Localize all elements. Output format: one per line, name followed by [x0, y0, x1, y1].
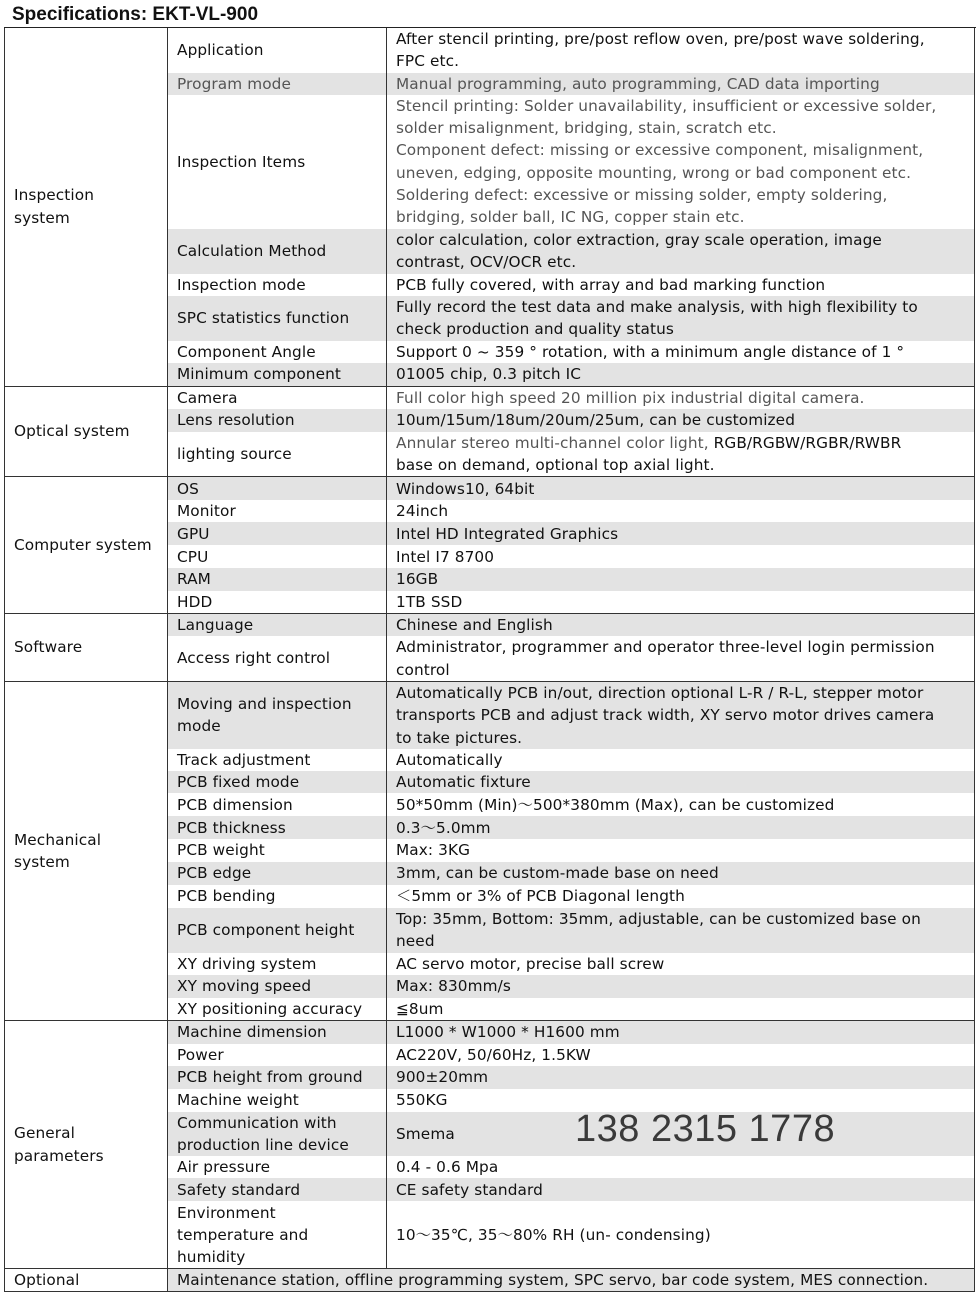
- spec-value-line: 24inch: [396, 501, 449, 520]
- spec-item-label: Lens resolution: [168, 409, 387, 432]
- spec-value-line: Support 0 ~ 359 ° rotation, with a minimum angle distance of 1 °: [396, 342, 905, 361]
- spec-item-value: [387, 432, 975, 477]
- spec-item-label: Minimum component: [168, 363, 387, 386]
- spec-item-value: [387, 229, 975, 274]
- category-label: Optical system: [14, 422, 130, 441]
- spec-item-label: PCB edge: [168, 862, 387, 885]
- spec-item-label: Inspection mode: [168, 274, 387, 296]
- spec-item-value: [387, 1021, 975, 1044]
- category-label: Inspection system: [14, 186, 95, 227]
- spec-item-label: HDD: [168, 591, 387, 614]
- spec-item-label: Communication with production line device: [168, 1112, 387, 1156]
- phone-watermark: 138 2315 1778: [575, 1108, 836, 1150]
- spec-item-value: [387, 1201, 975, 1268]
- spec-value-line: contrast, OCV/OCR etc.: [396, 253, 577, 272]
- spec-value-line: ≦8um: [396, 1000, 444, 1019]
- spec-item-label: Inspection Items: [168, 95, 387, 229]
- spec-item-value: [387, 477, 975, 500]
- spec-value-line: Windows10, 64bit: [396, 479, 535, 498]
- spec-item-label: PCB component height: [168, 908, 387, 953]
- spec-item-value: [387, 885, 975, 908]
- spec-value-line: check production and quality status: [396, 320, 674, 339]
- spec-value-line: Max: 830mm/s: [396, 977, 511, 996]
- spec-value-line: Annular stereo multi-channel color light, RGB/RGBW/RGBR/RWBR: [396, 433, 902, 452]
- spec-row-optional: [5, 1268, 975, 1291]
- spec-value-line: AC servo motor, precise ball screw: [396, 954, 665, 973]
- spec-item-label: Track adjustment: [168, 749, 387, 771]
- spec-value-line: Stencil printing: Solder unavailability, insufficient or excessive solder,: [396, 96, 937, 115]
- spec-value-line: Automatically PCB in/out, direction optional L-R / R-L, stepper motor: [396, 683, 924, 702]
- spec-value-line: Intel I7 8700: [396, 547, 495, 566]
- spec-item-label: PCB weight: [168, 839, 387, 861]
- spec-item-value: [387, 386, 975, 409]
- spec-value-line: transports PCB and adjust track width, XY servo motor drives camera: [396, 706, 935, 725]
- spec-value-line: Fully record the test data and make analysis, with high flexibility to: [396, 298, 918, 317]
- spec-value-line: solder misalignment, bridging, stain, scratch etc.: [396, 119, 777, 138]
- category-general-parameters: [5, 1021, 168, 1269]
- spec-item-label: Power: [168, 1044, 387, 1066]
- category-computer-system: [5, 477, 168, 614]
- category-label: Mechanical system: [14, 830, 102, 872]
- spec-item-value: [387, 341, 975, 363]
- spec-item-label: OS: [168, 477, 387, 500]
- spec-item-value: [387, 1044, 975, 1066]
- spec-item-value: [387, 681, 975, 748]
- spec-item-value: [387, 1089, 975, 1112]
- spec-value-line: control: [396, 660, 450, 679]
- spec-item-value: [387, 568, 975, 590]
- spec-value-line: 01005 chip, 0.3 pitch IC: [396, 365, 582, 384]
- spec-item-label: RAM: [168, 568, 387, 590]
- spec-item-value: [387, 1112, 975, 1156]
- spec-item-label: Component Angle: [168, 341, 387, 363]
- category-label: Computer system: [14, 536, 152, 555]
- spec-value-line: bridging, solder ball, IC NG, copper stain etc.: [396, 208, 745, 227]
- spec-item-value: [387, 73, 975, 95]
- spec-value-line: Component defect: missing or excessive component, misalignment,: [396, 141, 924, 160]
- spec-item-value: [387, 636, 975, 681]
- spec-value-line: Full color high speed 20 million pix industrial digital camera.: [396, 388, 865, 407]
- spec-item-label: Moving and inspection mode: [168, 681, 387, 748]
- spec-value-line: Chinese and English: [396, 616, 553, 635]
- spec-value-line: AC220V, 50/60Hz, 1.5KW: [396, 1045, 591, 1064]
- spec-row-machine-dimension: [5, 1021, 975, 1044]
- spec-value-line: Max: 3KG: [396, 841, 471, 860]
- spec-row-application: [5, 28, 975, 73]
- spec-table: [4, 28, 975, 1292]
- category-mechanical-system: [5, 681, 168, 1020]
- category-inspection-system: [5, 28, 168, 386]
- spec-item-label: Air pressure: [168, 1156, 387, 1178]
- spec-item-label: XY moving speed: [168, 975, 387, 998]
- spec-item-label: XY driving system: [168, 953, 387, 975]
- spec-row-os: [5, 477, 975, 500]
- spec-item-value: [387, 409, 975, 432]
- spec-value-line: Administrator, programmer and operator three-level login permission: [396, 638, 935, 657]
- spec-item-value: [387, 274, 975, 296]
- spec-item-value: [387, 908, 975, 953]
- spec-item-label: Camera: [168, 386, 387, 409]
- spec-item-label: PCB fixed mode: [168, 771, 387, 793]
- spec-item-value: [387, 1156, 975, 1178]
- category-label: Software: [14, 638, 83, 657]
- spec-value-line: ＜5mm or 3% of PCB Diagonal length: [396, 887, 685, 906]
- spec-value-line: 0.3～5.0mm: [396, 818, 491, 837]
- spec-value-line: 10um/15um/18um/20um/25um, can be customized: [396, 411, 796, 430]
- spec-row-moving-and-inspection-mode: [5, 681, 975, 748]
- spec-item-value: [387, 771, 975, 793]
- spec-item-label: PCB dimension: [168, 793, 387, 816]
- spec-item-value: [387, 793, 975, 816]
- spec-item-value: [387, 500, 975, 522]
- spec-item-label: CPU: [168, 545, 387, 568]
- spec-item-label: Calculation Method: [168, 229, 387, 274]
- spec-value-line: FPC etc.: [396, 52, 460, 71]
- spec-item-value: [387, 816, 975, 839]
- spec-item-label: Program mode: [168, 73, 387, 95]
- spec-item-value: [387, 95, 975, 229]
- spec-value-line: Soldering defect: excessive or missing solder, empty soldering,: [396, 186, 888, 205]
- spec-item-label: Machine weight: [168, 1089, 387, 1112]
- spec-value-line: need: [396, 932, 435, 951]
- spec-item-label: PCB height from ground: [168, 1066, 387, 1089]
- spec-item-label: Monitor: [168, 500, 387, 522]
- spec-item-value: [387, 839, 975, 861]
- spec-row-language: [5, 614, 975, 637]
- category-software: [5, 614, 168, 682]
- spec-item-label: Safety standard: [168, 1178, 387, 1201]
- spec-item-label: PCB thickness: [168, 816, 387, 839]
- spec-value-line: Smema: [396, 1124, 455, 1143]
- spec-item-value: [387, 975, 975, 998]
- spec-value-line: Automatically: [396, 750, 503, 769]
- spec-item-value: [387, 1066, 975, 1089]
- spec-item-value: [387, 296, 975, 341]
- spec-item-value: [387, 363, 975, 386]
- spec-value-line: Top: 35mm, Bottom: 35mm, adjustable, can be customized base on: [396, 909, 921, 928]
- spec-value-line: PCB fully covered, with array and bad marking function: [396, 275, 826, 294]
- spec-value-line: color calculation, color extraction, gray scale operation, image: [396, 230, 882, 249]
- spec-item-label: XY positioning accuracy: [168, 998, 387, 1021]
- spec-value-line: CE safety standard: [396, 1180, 543, 1199]
- spec-item-value: [387, 522, 975, 545]
- spec-item-value: [387, 614, 975, 637]
- spec-item-value: [387, 545, 975, 568]
- spec-value-line: 1TB SSD: [396, 592, 463, 611]
- spec-item-label: Access right control: [168, 636, 387, 681]
- spec-value-line: After stencil printing, pre/post reflow oven, pre/post wave soldering,: [396, 30, 925, 48]
- optional-value: Maintenance station, offline programming system, SPC servo, bar code system, MES connection.: [168, 1268, 975, 1291]
- spec-value-line: L1000 * W1000 * H1600 mm: [396, 1023, 620, 1042]
- spec-item-label: lighting source: [168, 432, 387, 477]
- spec-item-value: [387, 998, 975, 1021]
- spec-value-line: uneven, edging, opposite mounting, wrong or bad component etc.: [396, 163, 912, 182]
- spec-item-label: GPU: [168, 522, 387, 545]
- spec-item-value: [387, 591, 975, 614]
- spec-value-line: to take pictures.: [396, 728, 523, 747]
- spec-value-line: 50*50mm (Min)～500*380mm (Max), can be customized: [396, 795, 835, 814]
- spec-value-line: 10～35℃, 35～80% RH (un- condensing): [396, 1225, 711, 1244]
- spec-item-label: PCB bending: [168, 885, 387, 908]
- spec-item-value: [387, 1178, 975, 1201]
- page-title: Specifications: EKT-VL-900: [12, 4, 259, 25]
- category-optional: Optional: [5, 1268, 168, 1291]
- spec-item-label: Application: [168, 28, 387, 73]
- spec-value-line: Manual programming, auto programming, CAD data importing: [396, 74, 880, 93]
- spec-item-value: [387, 953, 975, 975]
- spec-item-label: Environment temperature and humidity: [168, 1201, 387, 1268]
- spec-item-label: Machine dimension: [168, 1021, 387, 1044]
- spec-value-line: base on demand, optional top axial light.: [396, 456, 715, 475]
- spec-value-line: Automatic fixture: [396, 773, 531, 792]
- spec-item-label: Language: [168, 614, 387, 637]
- spec-value-line: Intel HD Integrated Graphics: [396, 524, 619, 543]
- spec-item-value: [387, 862, 975, 885]
- spec-table-body: [5, 28, 975, 1292]
- spec-item-value: [387, 28, 975, 73]
- spec-item-label: SPC statistics function: [168, 296, 387, 341]
- spec-value-line: 0.4 - 0.6 Mpa: [396, 1158, 499, 1177]
- spec-value-line: 3mm, can be custom-made base on need: [396, 864, 719, 883]
- spec-value-line: 550KG: [396, 1091, 448, 1110]
- spec-value-line: 16GB: [396, 570, 439, 589]
- spec-item-value: [387, 749, 975, 771]
- spec-value-line: 900±20mm: [396, 1068, 489, 1087]
- category-label: General parameters: [14, 1124, 104, 1165]
- spec-row-camera: [5, 386, 975, 409]
- category-optical-system: [5, 386, 168, 477]
